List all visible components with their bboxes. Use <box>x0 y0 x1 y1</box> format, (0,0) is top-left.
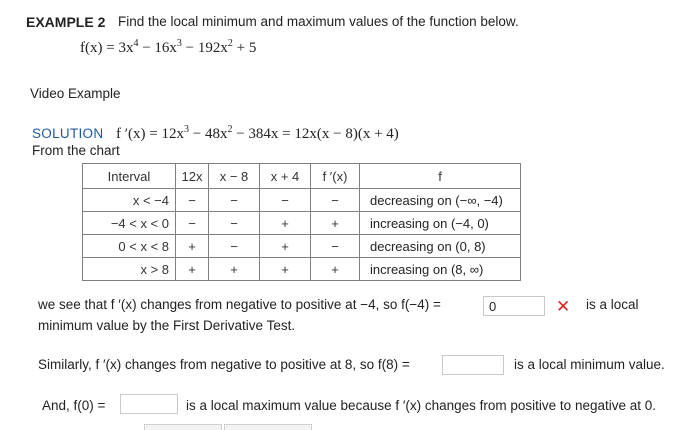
interval-cell: −4 < x < 0 <box>83 212 176 235</box>
table-header-row <box>83 164 521 189</box>
f-0-answer-input[interactable] <box>120 394 178 414</box>
sign-cell: + <box>176 258 209 281</box>
statement-3-text: And, f(0) = <box>42 398 106 413</box>
header-f-prime: f ′(x) <box>311 164 360 189</box>
sign-cell: + <box>209 258 260 281</box>
statement-3-tail: is a local maximum value because f ′(x) changes from positive to negative at 0. <box>186 398 657 413</box>
incorrect-x-icon: ✕ <box>556 297 571 316</box>
behavior-cell: increasing on (8, ∞) <box>360 258 521 281</box>
behavior-cell: decreasing on (0, 8) <box>360 235 521 258</box>
statement-2-tail: is a local minimum value. <box>514 357 665 372</box>
sign-cell: − <box>260 189 311 212</box>
sign-cell: − <box>209 235 260 258</box>
bottom-button-1[interactable] <box>144 424 222 430</box>
header-x-minus-8: x − 8 <box>209 164 260 189</box>
sign-cell: + <box>260 258 311 281</box>
f-8-answer-input[interactable] <box>442 355 504 375</box>
f-minus-4-answer-input[interactable] <box>483 296 545 316</box>
behavior-cell: decreasing on (−∞, −4) <box>360 189 521 212</box>
sign-cell: − <box>311 189 360 212</box>
sign-cell: + <box>260 212 311 235</box>
sign-cell: + <box>176 235 209 258</box>
table-row <box>83 189 521 212</box>
sign-cell: − <box>209 212 260 235</box>
example-prompt: Find the local minimum and maximum values of the function below. <box>118 14 519 29</box>
table-row <box>83 212 521 235</box>
interval-cell: 0 < x < 8 <box>83 235 176 258</box>
statement-1-text: we see that f ′(x) changes from negative to positive at −4, so f(−4) = <box>38 297 441 312</box>
behavior-cell: increasing on (−4, 0) <box>360 212 521 235</box>
function-definition: $f(x) = 3x^4 - 16x^3 - 192x^2 + 5$ <box>80 38 257 56</box>
table-row <box>83 258 521 281</box>
interval-cell: x < −4 <box>83 189 176 212</box>
interval-cell: x > 8 <box>83 258 176 281</box>
bottom-button-2[interactable] <box>224 424 312 430</box>
table-row <box>83 235 521 258</box>
header-interval: Interval <box>83 164 176 189</box>
header-12x: 12x <box>176 164 209 189</box>
statement-2-text: Similarly, f ′(x) changes from negative to positive at 8, so f(8) = <box>38 357 410 372</box>
video-example-link[interactable]: Video Example <box>30 86 121 101</box>
header-x-plus-4: x + 4 <box>260 164 311 189</box>
from-chart-text: From the chart <box>32 143 120 158</box>
solution-label: SOLUTION <box>32 126 104 141</box>
header-f: f <box>360 164 521 189</box>
sign-cell: − <box>176 212 209 235</box>
sign-cell: + <box>260 235 311 258</box>
derivative-expression: f $'(x) = 12x^3 - 48x^2 - 384x = 12x(x - 8)(x + 4)$ <box>116 124 399 142</box>
sign-cell: − <box>176 189 209 212</box>
sign-cell: + <box>311 258 360 281</box>
example-label: EXAMPLE 2 <box>26 14 106 30</box>
sign-cell: + <box>311 212 360 235</box>
sign-cell: − <box>209 189 260 212</box>
statement-1-line2: minimum value by the First Derivative Test. <box>38 318 296 333</box>
sign-cell: − <box>311 235 360 258</box>
sign-chart-table <box>82 163 521 281</box>
statement-1-tail: is a local <box>586 297 639 312</box>
